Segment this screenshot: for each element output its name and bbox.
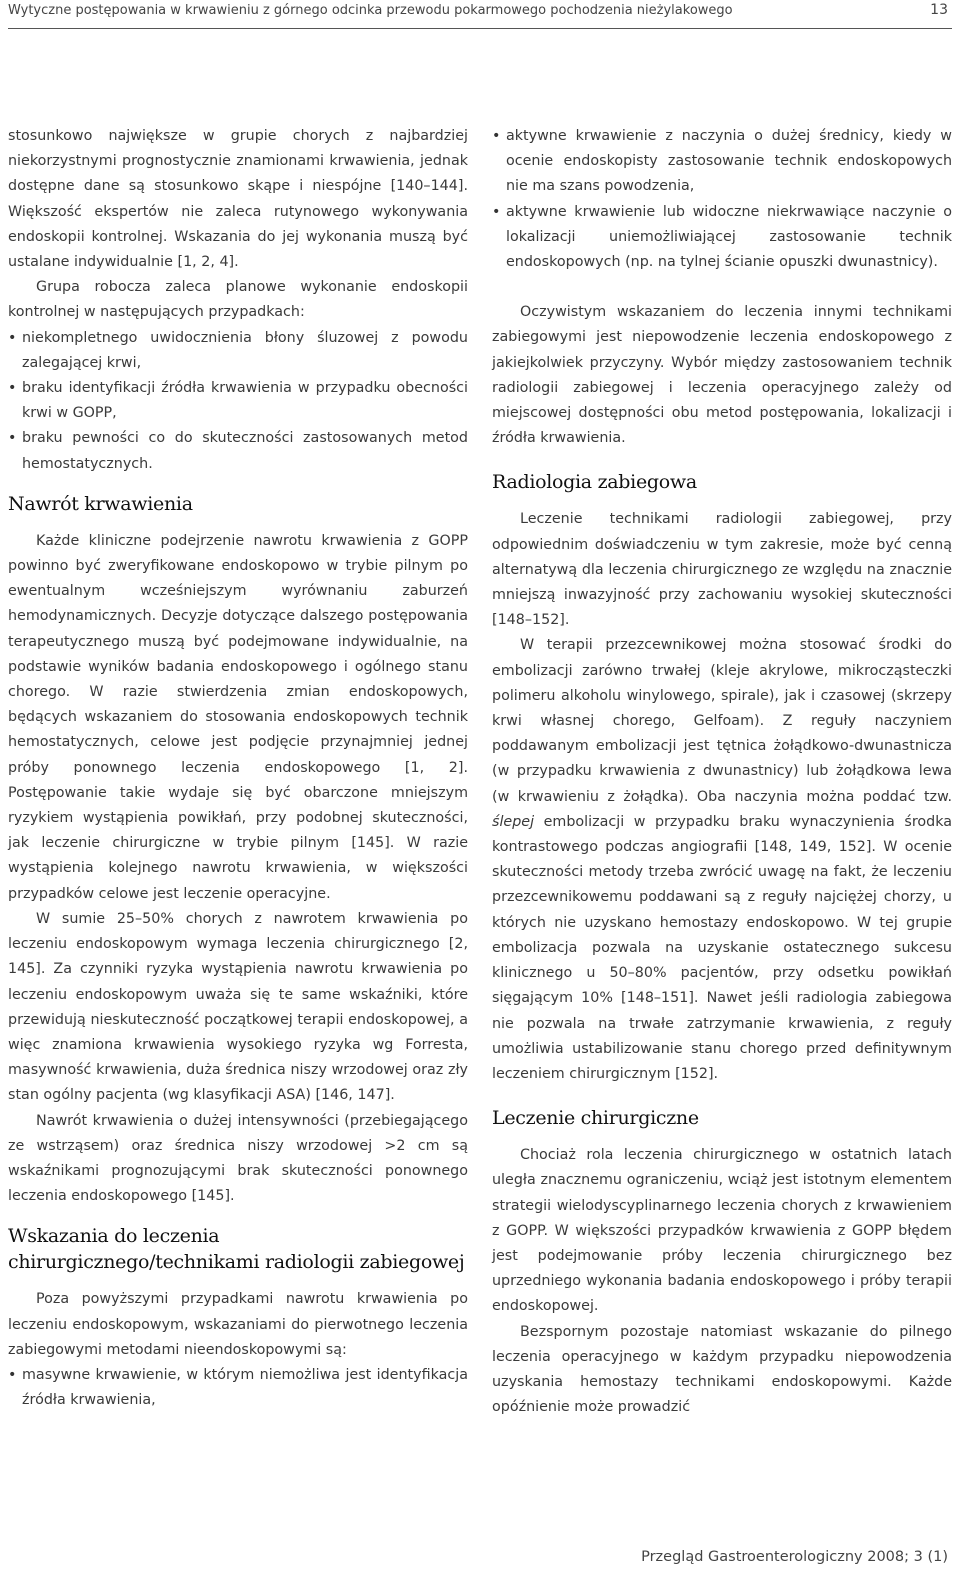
list-item: • aktywne krwawienie lub widoczne niekrwawiące naczynie o lokalizacji uniemożliwiającej zastosowanie technik endoskopowych (np. na tylnej ścianie opuszki dwunastnicy). — [492, 200, 952, 276]
bullet-list — [8, 1363, 468, 1413]
paragraph: W sumie 25–50% chorych z nawrotem krwawienia po leczeniu endoskopowym wymaga leczenia chirurgicznego [2, 145]. Za czynniki ryzyka wystąpienia nawrotu krwawienia po leczeniu endoskopowym uważa się te same wskaźniki, które przewidują nieskuteczność początkowej terapii endoskopowej, a więc znamiona krwawienia wysokiego ryzyka wg Forresta, masywność krwawienia, duża średnica niszy wrzodowej oraz zły stan ogólny pacjenta (wg klasyfikacji ASA) [146, 147]. — [8, 910, 468, 1104]
right-column — [492, 124, 952, 1420]
paragraph: Grupa robocza zaleca planowe wykonanie endoskopii kontrolnej w następujących przypadkach: — [8, 279, 468, 321]
paragraph: Bezspornym pozostaje natomiast wskazanie do pilnego leczenia operacyjnego w każdym przypadku niepowodzenia uzyskania hemostazy technikami endoskopowymi. Każde opóźnienie może prowadzić — [492, 1323, 952, 1416]
list-item: • braku identyfikacji źródła krwawienia w przypadku obecności krwi w GOPP, — [8, 376, 468, 426]
section-heading-wskazania: Wskazania do leczenia chirurgicznego/technikami radiologii zabiegowej — [8, 1225, 465, 1274]
paragraph: stosunkowo największe w grupie chorych z najbardziej niekorzystnymi prognostycznie znamionami krwawienia, jednak dostępne dane są stosunkowo skąpe i niespójne [140–144]. Większość ekspertów nie zaleca rutynowego wykonywania endoskopii kontrolnej. Wskazania do jej wykonania muszą być ustalane indywidualnie [1, 2, 4]. — [8, 128, 468, 271]
list-item: • masywne krwawienie, w którym niemożliwa jest identyfikacja źródła krwawienia, — [8, 1363, 468, 1413]
left-column — [8, 124, 468, 1413]
section-heading-leczenie: Leczenie chirurgiczne — [492, 1107, 699, 1130]
paragraph: Poza powyższymi przypadkami nawrotu krwawienia po leczeniu endoskopowym, wskazaniami do pierwotnego leczenia zabiegowymi metodami nieendoskopowymi są: — [8, 1291, 468, 1358]
section-heading-nawrot: Nawrót krwawienia — [8, 492, 193, 515]
text-run: embolizacji w przypadku braku wynaczynienia środka kontrastowego podczas angiografii [148, 149, 152]. W ocenie skuteczności metody trzeba zwrócić uwagę na fakt, że leczeniu przezcewnikowemu poddawani są z reguły najciężej chorzy, u których nie uzyskano hemostazy endoskopowo. W tej grupie embolizacja pozwala na uzyskanie ostatecznego sukcesu klinicznego u 50–80% pacjentów, przy odsetku powikłań sięgającym 10% [148–151]. Nawet jeśli radiologia zabiegowa nie pozwala na trwałe zatrzymanie krwawienia, z reguły umożliwia ustabilizowanie stanu chorego przed definitywnym leczeniem chirurgicznym [152]. — [492, 813, 952, 1082]
list-item: • niekompletnego uwidocznienia błony śluzowej z powodu zalegającej krwi, — [8, 326, 468, 376]
list-item: • aktywne krwawienie z naczynia o dużej średnicy, kiedy w ocenie endoskopisty zastosowanie technik endoskopowych nie ma szans powodzenia, — [492, 124, 952, 200]
header-title: Wytyczne postępowania w krwawieniu z górnego odcinka przewodu pokarmowego pochodzenia nieżylakowego — [8, 3, 733, 18]
paragraph: Nawrót krwawienia o dużej intensywności (przebiegającego ze wstrząsem) oraz średnica niszy wrzodowej >2 cm są wskaźnikami prognozującymi brak skuteczności ponownego leczenia endoskopowego [145]. — [8, 1112, 468, 1205]
bullet-list — [8, 326, 468, 477]
emphasis: ślepej — [492, 813, 535, 830]
paragraph: Leczenie technikami radiologii zabiegowej, przy odpowiednim doświadczeniu w tym zakresie, może być cenną alternatywą dla leczenia chirurgicznego ze względu na znacznie mniejszą inwazyjność przy zachowaniu wysokiej skuteczności [148–152]. — [492, 511, 952, 629]
page-number: 13 — [930, 2, 948, 18]
spacer — [492, 275, 952, 300]
section-heading-radiologia: Radiologia zabiegowa — [492, 471, 697, 494]
running-header — [8, 0, 952, 29]
text-run: W terapii przezcewnikowej można stosować środki do embolizacji zarówno trwałej (kleje akrylowe, mikrocząsteczki polimeru alkoholu winylowego, spirale), jak i czasowej (skrzepy krwi własnej chorego, Gelfoam). Z reguły naczyniem poddawanym embolizacji jest tętnica żołądkowo-dwunastnicza (w przypadku krwawienia z dwunastnicy) lub żołądkowa lewa (w krwawieniu z żołądka). Oba naczynia można poddać tzw. — [492, 637, 952, 805]
paragraph: Chociaż rola leczenia chirurgicznego w ostatnich latach uległa znacznemu ograniczeniu, wciąż jest istotnym elementem strategii wielodyscyplinarnego leczenia chorych z krwawieniem z GOPP. W większości przypadków krwawienia z GOPP błędem jest podejmowanie próby leczenia chirurgicznego bez uprzedniego wykonania badania endoskopowego i próby terapii endoskopowej. — [492, 1147, 952, 1315]
paragraph — [492, 633, 952, 1087]
journal-footer: Przegląd Gastroenterologiczny 2008; 3 (1) — [641, 1549, 948, 1565]
list-item: • braku pewności co do skuteczności zastosowanych metod hemostatycznych. — [8, 426, 468, 476]
bullet-list — [492, 124, 952, 275]
paragraph: Oczywistym wskazaniem do leczenia innymi technikami zabiegowymi jest niepowodzenie leczenia endoskopowego z jakiejkolwiek przyczyny. Wybór między zastosowaniem technik radiologii zabiegowej i leczenia operacyjnego zależy od miejscowej dostępności obu metod postępowania, lokalizacji i źródła krwawienia. — [492, 304, 952, 447]
paragraph: Każde kliniczne podejrzenie nawrotu krwawienia z GOPP powinno być zweryfikowane endoskopowo w trybie pilnym po ewentualnym wcześniejszym wyrównaniu zaburzeń hemodynamicznych. Decyzje dotyczące dalszego postępowania terapeutycznego muszą być podejmowane indywidualnie, na podstawie wyników badania endoskopowego i ogólnego stanu chorego. W razie stwierdzenia zmian endoskopowych, będących wskazaniem do stosowania endoskopowych technik hemostatycznych, celowe jest podjęcie przynajmniej jednej próby ponownego leczenia endoskopowego [1, 2]. Postępowanie takie wydaje się być obarczone mniejszym ryzykiem wystąpienia powikłań, przy podobnej skuteczności, jak leczenie chirurgiczne w trybie pilnym [145]. W razie wystąpienia kolejnego nawrotu krwawienia, w większości przypadków celowe jest leczenie operacyjne. — [8, 532, 468, 902]
